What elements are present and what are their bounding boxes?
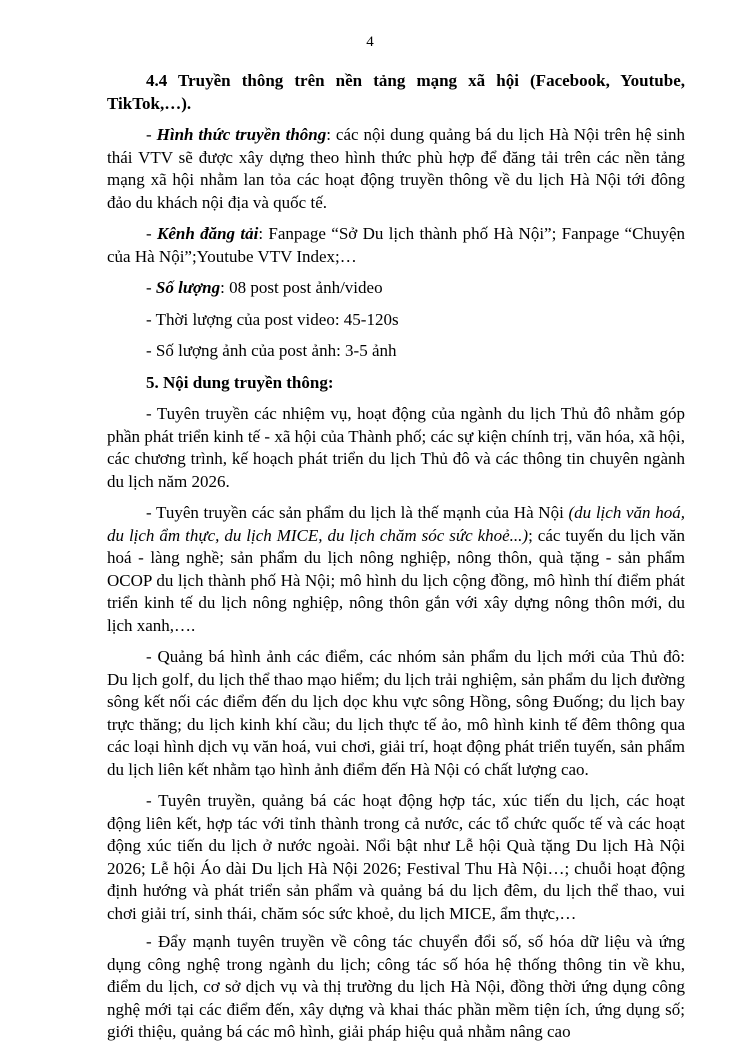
item-label: Hình thức truyền thông xyxy=(156,125,327,144)
paragraph-text: - Tuyên truyền các sản phẩm du lịch là thế mạnh của Hà Nội xyxy=(146,503,569,522)
item-text: : Fanpage “Sở Du lịch thành phố Hà Nội”; Fanpage “Chuyện của Hà Nội”;Youtube VTV Index;… xyxy=(107,224,685,266)
section-5-heading: 5. Nội dung truyền thông: xyxy=(146,372,334,392)
item-thoi-luong: - Thời lượng của post video: 45-120s xyxy=(146,309,399,329)
item-text: : 08 post post ảnh/video xyxy=(220,278,383,297)
document-body xyxy=(107,70,685,1053)
paragraph-text: - Đẩy mạnh tuyên truyền về công tác chuyển đổi số, số hóa dữ liệu và ứng dụng công nghệ trong ngành du lịch; công tác số hóa hệ thống thông tin về khu, điểm du lịch, cơ sở dịch vụ và thị trường du lịch Hà Nội, đồng thời ứng dụng công nghệ mới tại các điểm đến, xây dựng và khai thác phần mềm tiện ích, ứng dụng số; giới thiệu, quảng bá các mô hình, giải pháp hiệu quả nhằm nâng cao xyxy=(107,932,685,1041)
item-kenh-dang-tai xyxy=(107,223,685,268)
item-prefix: - xyxy=(146,125,157,144)
item-text: : các nội dung quảng bá du lịch Hà Nội trên hệ sinh thái VTV sẽ được xây dựng theo hình thức phù hợp để đăng tải trên các nền tảng mạng xã hội nhằm lan tỏa các hoạt động truyền thông về du lịch Hà Nội tới đông đảo du khách nội địa và quốc tế. xyxy=(107,125,685,212)
content-paragraph xyxy=(107,646,685,781)
paragraph-text: - Quảng bá hình ảnh các điểm, các nhóm sản phẩm du lịch mới của Thủ đô: Du lịch golf, du lịch thể thao mạo hiểm; du lịch trải nghiệm, sản phẩm du lịch đường sông kết nối các điểm đến du lịch dọc khu vực sông Hồng, sông Đuống; du lịch bay trực thăng; du lịch kinh khí cầu; du lịch thực tế ảo, mô hình kinh tế đêm thông qua các loại hình dịch vụ văn hoá, vui chơi, giải trí, hoạt động phát triển tuyến, sản phẩm du lịch liên kết nhằm tạo hình ảnh điểm đến Hà Nội có chất lượng cao. xyxy=(107,647,685,779)
paragraph-italic-text: (du lịch văn hoá, du lịch ẩm thực, du lịch MICE, du lịch chăm sóc sức khoẻ...) xyxy=(107,503,685,545)
item-label: Số lượng xyxy=(155,278,221,297)
item-prefix: - xyxy=(146,224,157,243)
item-label: Kênh đăng tải xyxy=(156,224,259,243)
item-hinh-thuc xyxy=(107,124,685,214)
paragraph-text: - Tuyên truyền, quảng bá các hoạt động hợp tác, xúc tiến du lịch, các hoạt động liên kết, hợp tác với tỉnh thành trong cả nước, các tổ chức quốc tế và các hoạt động xúc tiến du lịch ở nước ngoài. Nổi bật như Lễ hội Quà tặng Du lịch Hà Nội 2026; Lễ hội Áo dài Du lịch Hà Nội 2026; Festival Thu Hà Nội…; chuỗi hoạt động định hướng và phát triển sản phẩm và quảng bá du lịch đêm, du lịch thể thao, vui chơi giải trí, sinh thái, chăm sóc sức khoẻ, du lịch MICE, ẩm thực,… xyxy=(107,791,685,923)
item-prefix: - xyxy=(146,278,156,297)
paragraph-text-after: ; các tuyến du lịch văn hoá - làng nghề; sản phẩm du lịch nông nghiệp, nông thôn, quà tặng - sản phẩm OCOP du lịch thành phố Hà Nội; mô hình du lịch cộng đồng, mô hình thí điểm phát triển kinh tế du lịch nông nghiệp, nông thôn gắn với xây dựng nông thôn mới, du lịch xanh,…. xyxy=(107,525,685,635)
item-so-luong-anh: - Số lượng ảnh của post ảnh: 3-5 ảnh xyxy=(146,341,397,360)
section-4-4-heading: 4.4 Truyền thông trên nền tảng mạng xã hội (Facebook, Youtube, TikTok,…). xyxy=(107,71,685,113)
content-paragraph xyxy=(107,403,685,493)
content-paragraph xyxy=(107,790,685,925)
paragraph-text: - Tuyên truyền các nhiệm vụ, hoạt động của ngành du lịch Thủ đô nhằm góp phần phát triển kinh tế - xã hội của Thành phố; các sự kiện chính trị, văn hóa, xã hội, các chương trình, kế hoạch phát triển du lịch Thủ đô và các thông tin chuyên ngành du lịch năm 2026. xyxy=(107,404,685,491)
item-so-luong xyxy=(107,277,685,300)
content-paragraph xyxy=(107,931,685,1044)
page-number: 4 xyxy=(366,34,374,50)
content-paragraph xyxy=(107,502,685,637)
